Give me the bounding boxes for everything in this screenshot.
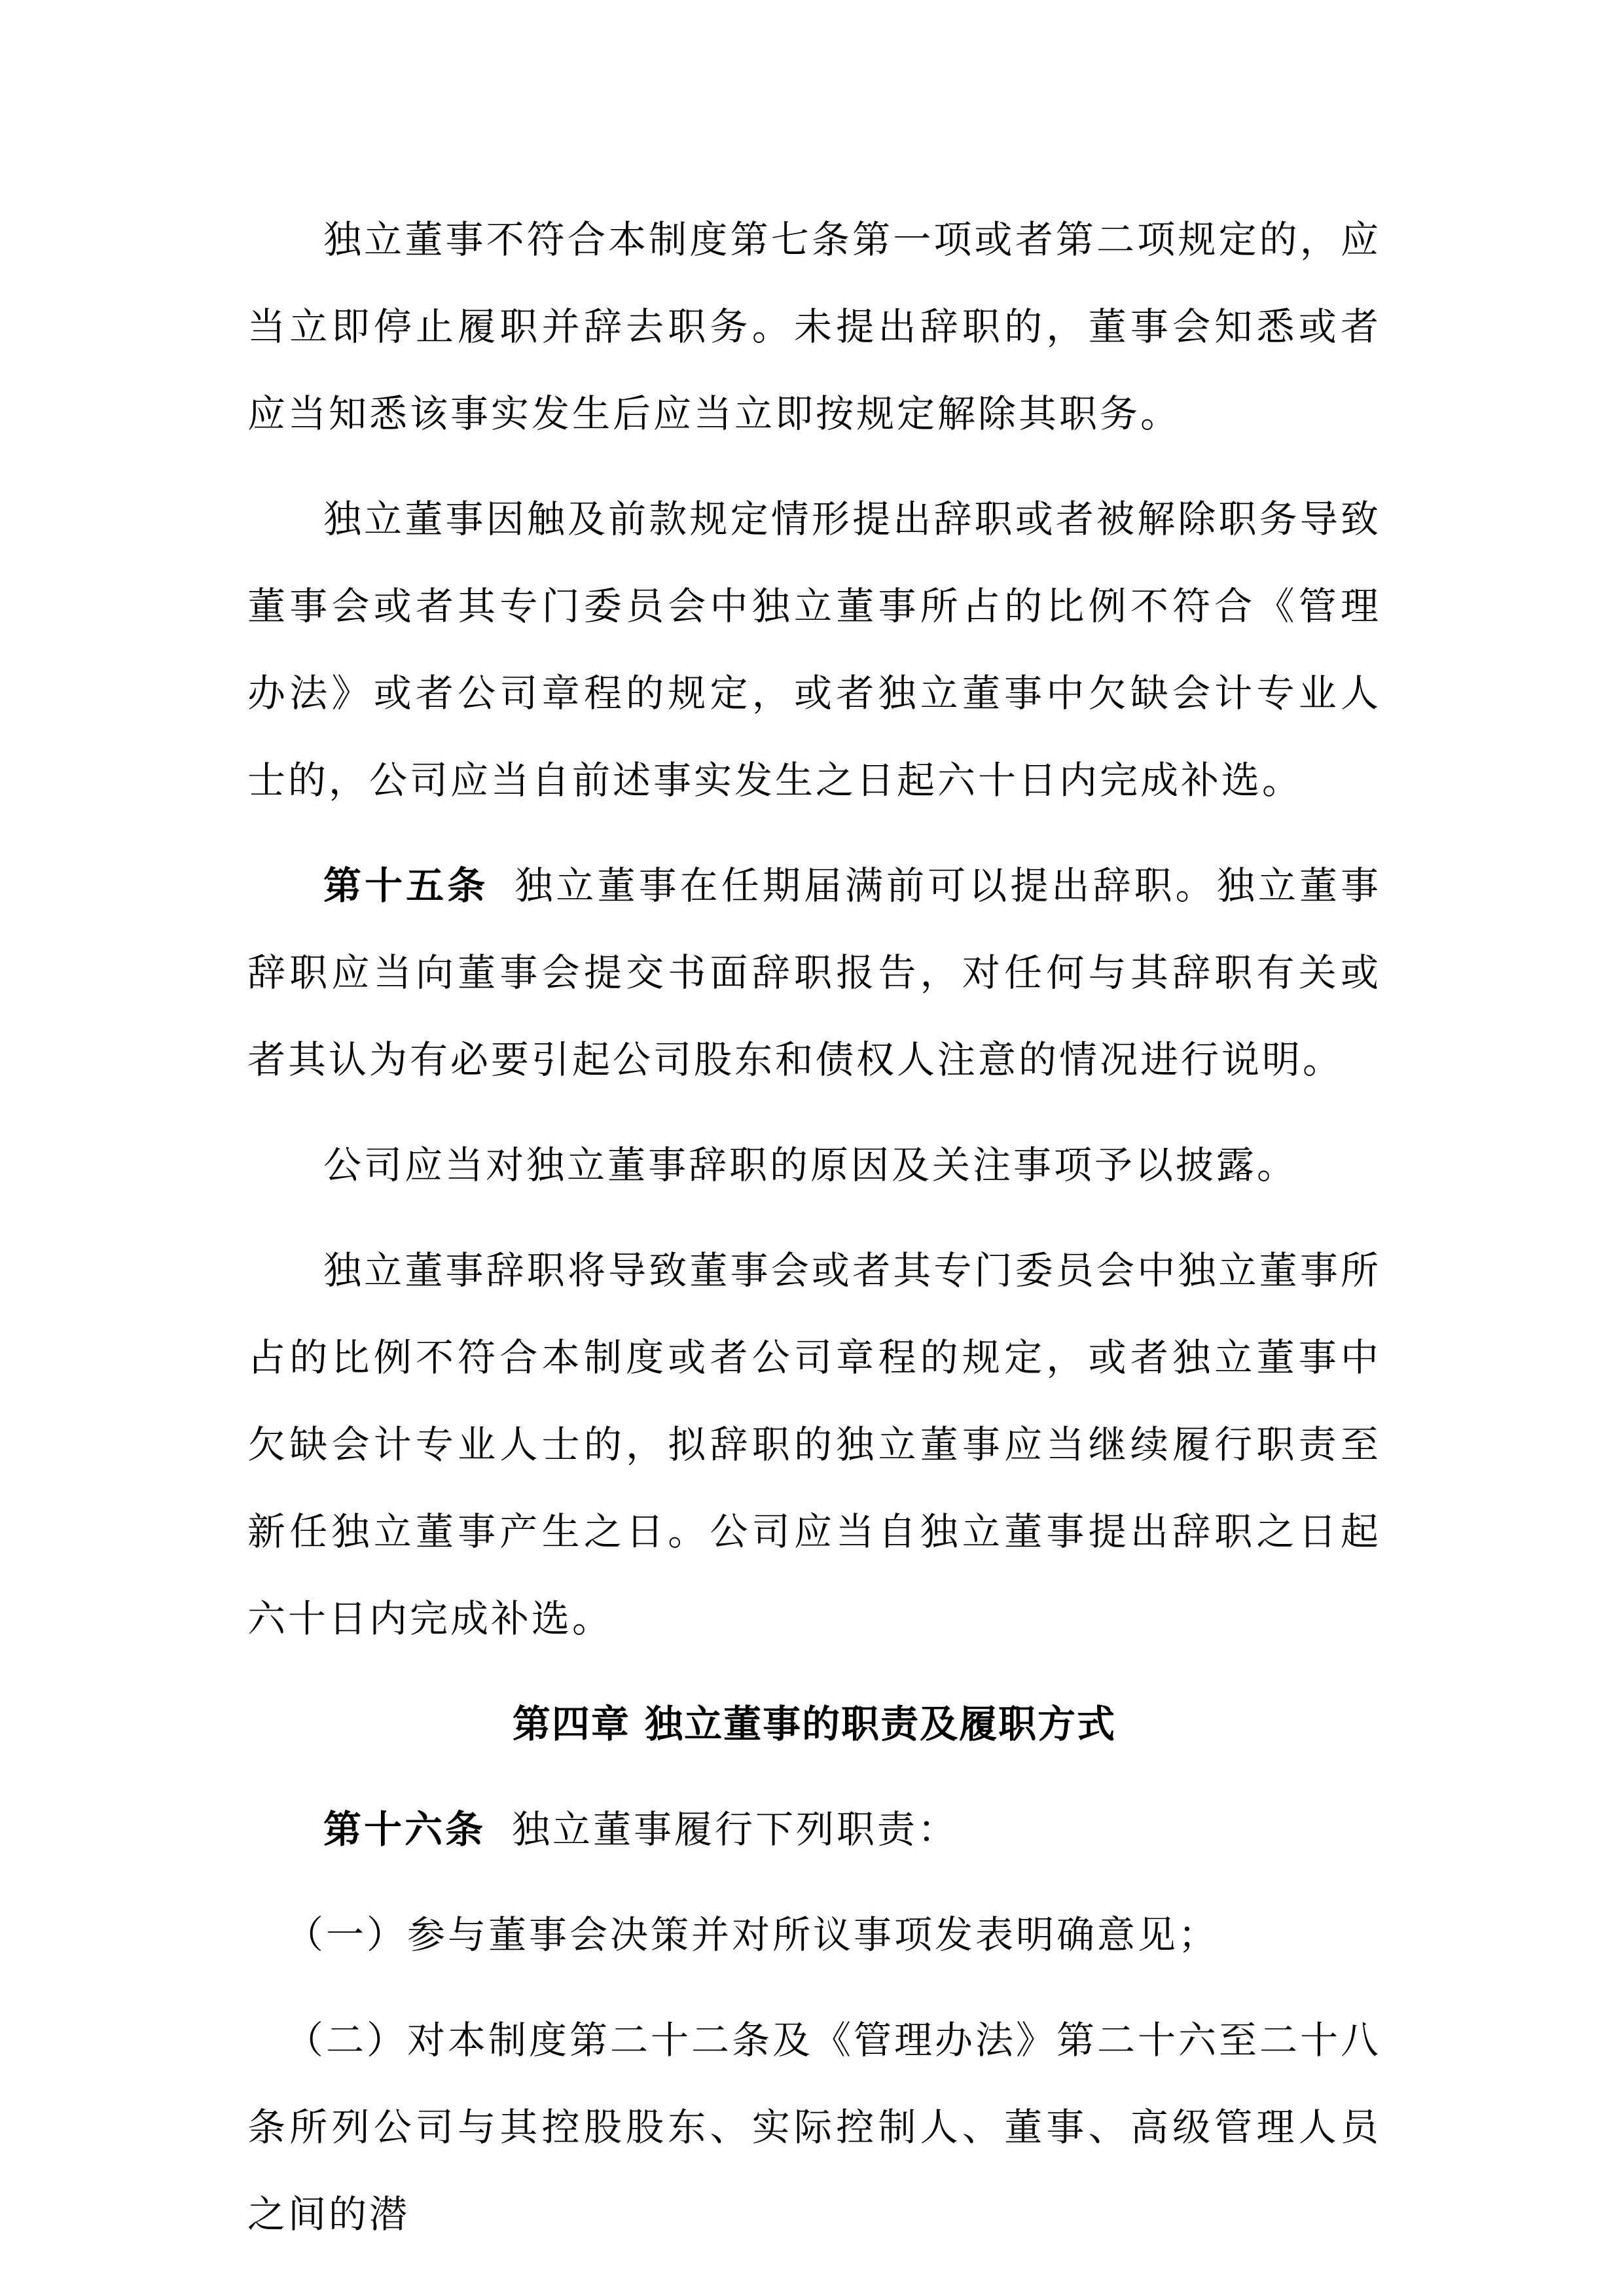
- duty-item-2: （二）对本制度第二十二条及《管理办法》第二十六至二十八条所列公司与其控股股东、实际控制人、董事、高级管理人员之间的潜: [247, 2018, 1382, 2236]
- paragraph-disclosure: 公司应当对独立董事辞职的原因及关注事项予以披露。: [323, 1143, 1298, 1187]
- paragraph-gap: [247, 1768, 1381, 1786]
- document-page: [247, 196, 1381, 2258]
- paragraph-supplementary-election: 独立董事因触及前款规定情形提出辞职或者被解除职务导致董事会或者其专门委员会中独立董事所占的比例不符合《管理办法》或者公司章程的规定，或者独立董事中欠缺会计专业人士的，公司应当自前述事实发生之日起六十日内完成补选。: [247, 497, 1381, 802]
- paragraph-gap: [247, 824, 1381, 842]
- paragraph-gap: [247, 1662, 1381, 1681]
- chapter-4-title: 第四章 独立董事的职责及履职方式: [512, 1702, 1117, 1746]
- paragraph-gap: [247, 1979, 1381, 1997]
- article-15-label: 第十五条: [323, 863, 489, 908]
- duty-item-1: （一）参与董事会决策并对所议事项发表明确意见；: [285, 1912, 1219, 1957]
- paragraph-gap: [247, 1873, 1381, 1892]
- paragraph-continue-duties: 独立董事辞职将导致董事会或者其专门委员会中独立董事所占的比例不符合本制度或者公司章程的规定，或者独立董事中欠缺会计专业人士的，拟辞职的独立董事应当继续履行职责至新任独立董事产生之日。公司应当自独立董事提出辞职之日起六十日内完成补选。: [247, 1248, 1381, 1641]
- paragraph-resignation-requirement: 独立董事不符合本制度第七条第一项或者第二项规定的，应当立即停止履职并辞去职务。未提出辞职的，董事会知悉或者应当知悉该事实发生后应当立即按规定解除其职务。: [247, 217, 1381, 436]
- article-15-text: 独立董事在任期届满前可以提出辞职。独立董事辞职应当向董事会提交书面辞职报告，对任何与其辞职有关或者其认为有必要引起公司股东和债权人注意的情况进行说明。: [247, 863, 1381, 1082]
- article-16-label: 第十六条: [323, 1807, 486, 1852]
- paragraph-gap: [247, 1103, 1381, 1122]
- paragraph-gap: [247, 457, 1381, 476]
- article-16-paragraph: [247, 1786, 1381, 1873]
- paragraph-gap: [247, 1209, 1381, 1227]
- article-15-paragraph: [247, 842, 1381, 1103]
- article-16-text: 独立董事履行下列职责：: [512, 1807, 959, 1852]
